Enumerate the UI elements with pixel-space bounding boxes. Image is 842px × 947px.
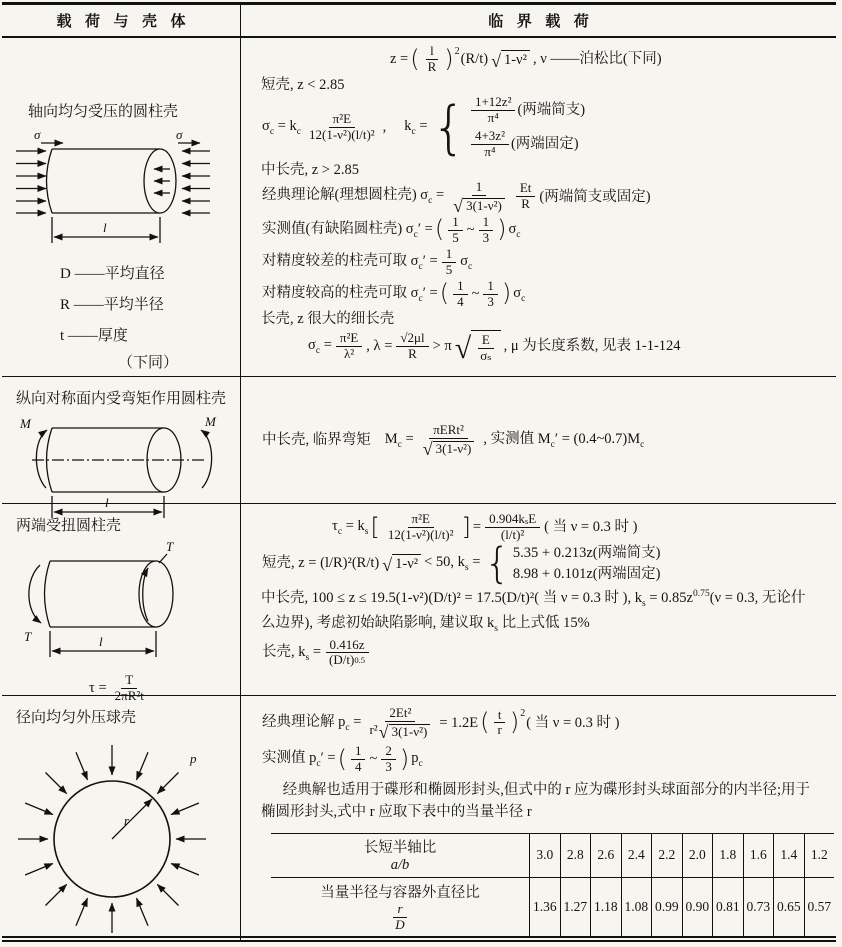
ratio-value: 2.0 bbox=[682, 834, 713, 878]
paren bbox=[501, 283, 512, 305]
formula-critical-moment: 中长壳, 临界弯矩 $M_c$ = πERt² √ 3(1-ν²) , 实测值 $M_c'$ = $(0.4\sim 0.7)M_c$ bbox=[261, 423, 645, 457]
ks-cases: { 5.35 + 0.213z(两端简支) 8.98 + 0.101z(两端固定) bbox=[483, 544, 661, 583]
fraction: $\frac{\text{π²E}}{\text{12(1-ν²)(l/t)²}}$ bbox=[309, 110, 375, 142]
header-load-and-shell: 载荷与壳体 bbox=[2, 5, 241, 36]
sigma-left-label: σ bbox=[34, 127, 41, 142]
row-torsion bbox=[2, 503, 836, 703]
table-header-row bbox=[2, 5, 836, 38]
header-critical-load: 临界载荷 bbox=[488, 14, 603, 30]
rd-value: 1.08 bbox=[621, 878, 652, 936]
ratio-value: 3.0 bbox=[529, 834, 560, 878]
cell-axial-formulas bbox=[241, 38, 836, 376]
sqrt: √ 1-ν² bbox=[490, 50, 531, 69]
brace bbox=[484, 547, 509, 581]
symbol-legend bbox=[60, 259, 240, 351]
fraction: 0.904k s E (l/t)² bbox=[484, 512, 541, 543]
ratio-value: 1.4 bbox=[773, 834, 804, 878]
rd-value: 0.65 bbox=[773, 878, 804, 936]
length-label: l bbox=[103, 220, 107, 235]
sphere-external-pressure-diagram bbox=[4, 729, 216, 941]
fraction: 1 √ 3(1-ν²) bbox=[447, 180, 511, 214]
paren bbox=[434, 219, 445, 241]
ratio-value: 2.2 bbox=[651, 834, 682, 878]
cell-torsion-shell bbox=[2, 504, 241, 703]
radical-sign bbox=[453, 197, 463, 215]
sqrt: √ 1-ν² bbox=[381, 554, 422, 573]
row1-title: 轴向均匀受压的圆柱壳 bbox=[28, 104, 179, 120]
paren bbox=[443, 49, 454, 71]
rd-value: 1.18 bbox=[590, 878, 621, 936]
radical-sign bbox=[491, 52, 501, 70]
fraction: 0.416z (D/t) 0.5 bbox=[324, 638, 370, 669]
formula-z-definition: z = ( $\frac{l}{R}$ ) $^2$ (R/t) √ 1-ν² , ν ——泊松比(下同) bbox=[389, 44, 828, 75]
formula-tau-definition: τ = $\frac{T}{\text{2πR²t}}$ bbox=[88, 673, 240, 704]
sqrt: √ 3(1-ν²) bbox=[423, 439, 475, 457]
row2-title: 纵向对称面内受弯矩作用圆柱壳 bbox=[16, 391, 227, 407]
cylinder-torsion-diagram bbox=[6, 537, 211, 667]
fraction: $\frac{\text{π²E}}{\text{12(1-ν²)(l/t)²}}$ bbox=[387, 511, 454, 542]
rd-value: 1.27 bbox=[560, 878, 591, 936]
paren bbox=[479, 712, 490, 734]
rd-header-text: 当量半径与容器外直径比 bbox=[320, 884, 480, 901]
torque-left-label: T bbox=[24, 629, 32, 644]
eq-table-header-rd bbox=[271, 878, 529, 936]
shell-critical-load-table bbox=[2, 2, 836, 942]
bracket bbox=[370, 517, 381, 539]
cell-bending-shell bbox=[2, 377, 241, 510]
length-label: l bbox=[99, 634, 103, 649]
rd-value: 0.57 bbox=[804, 878, 835, 936]
fraction: $\frac{l}{R}$ bbox=[427, 43, 437, 74]
formula-low-precision: 对精度较差的柱壳可取 $\sigma_c'$ = $\frac{1}{5}$ $\sigma_c$ bbox=[262, 245, 473, 277]
ratio-value: 2.6 bbox=[590, 834, 621, 878]
radius-label: r bbox=[124, 813, 130, 828]
moment-right-label: M bbox=[205, 414, 216, 429]
moment-left-label: M bbox=[20, 416, 31, 431]
cylinder-axial-compression-diagram bbox=[10, 127, 215, 249]
ratio-header-symbol: a/b bbox=[390, 857, 410, 874]
rd-value: 0.73 bbox=[743, 878, 774, 936]
sqrt: √ $\frac{E}{\text{σₛ}}$ bbox=[454, 330, 502, 364]
legend-thickness: t ——厚度 bbox=[60, 327, 128, 344]
formula-tau-critical: $\tau_c = k_s$ [ $\frac{\text{π²E}}{\text{12(1-ν²)(l/t)²}}$ ] = 0.904k s E (l/t)² ( 当 ν = 0.3 时 ) bbox=[331, 512, 828, 543]
ratio-value: 2.4 bbox=[621, 834, 652, 878]
rd-fraction: $\frac{r}{D}$ bbox=[395, 900, 405, 932]
cell-torsion-formulas bbox=[241, 504, 836, 695]
legend-diameter: D ——平均直径 bbox=[60, 266, 165, 282]
cell-sphere-formulas bbox=[241, 696, 842, 941]
radical-sign bbox=[455, 334, 471, 364]
condition-long-shell: 长壳, z 很大的细长壳 bbox=[261, 311, 395, 328]
row-external-pressure-sphere bbox=[2, 695, 836, 941]
formula-long-shell-ks: 长壳, $k_s$ = 0.416z (D/t) 0.5 bbox=[261, 638, 828, 669]
torque-right-label: T bbox=[166, 539, 174, 554]
legend-note: （下同） bbox=[118, 355, 179, 372]
ratio-value: 1.2 bbox=[804, 834, 835, 878]
paren bbox=[496, 219, 507, 241]
sqrt: √ 3(1-ν²) bbox=[379, 722, 431, 740]
legend-radius: R ——平均半径 bbox=[60, 296, 164, 313]
length-label: l bbox=[105, 495, 109, 510]
formula-pc-classical: 经典理论解 $p_c$ = 2Et² r² √ 3(1-ν²) = 1.2E ( $\frac{t}{r}$ ) $^2$ ( 当 ν = 0.3 时 ) bbox=[261, 706, 834, 740]
ratio-value: 1.8 bbox=[712, 834, 743, 878]
formula-high-precision: 对精度较高的柱壳可取 $\sigma_c'$ = ( $\frac{1}{4}$ ~ $\frac{1}{3}$ ) $\sigma_c$ bbox=[261, 279, 828, 310]
row3-title: 两端受扭圆柱壳 bbox=[16, 518, 122, 534]
kc-cases: { $\frac{\text{1+12z²}}{\text{π⁴}}$ (两端简支) $\frac{\text{4+3z²}}{\text{π⁴}}$ (两端固定) bbox=[431, 95, 587, 160]
note-dished-heads: 经典解也适用于碟形和椭圆形封头,但式中的 r 应为碟形封头球面部分的内半径;用于椭圆形封头,式中 r 应取下表中的当量半径 r bbox=[261, 781, 810, 821]
paren bbox=[509, 712, 520, 734]
equivalent-radius-table bbox=[271, 833, 834, 937]
formula-medium-shell-ks: 中长壳, 100 ≤ z ≤ 19.5(1-ν²)(D/t)² = 17.5(D/t)²( 当 ν = 0.3 时 ), $k_s = 0.85z^{0.75}(\nu = 0.3$, 无论什么边界), 考虑初始缺陷影响, 建议取 $k_s$ 比上式低 15% bbox=[261, 588, 806, 634]
row-axial-compression bbox=[2, 38, 836, 376]
bracket bbox=[461, 517, 472, 539]
paren bbox=[337, 749, 348, 771]
pressure-label: p bbox=[190, 751, 197, 766]
cell-axial-shell bbox=[2, 38, 241, 376]
fraction: πERt² √ 3(1-ν²) bbox=[417, 423, 481, 457]
paren bbox=[439, 283, 450, 305]
fraction: $\frac{T}{\text{2πR²t}}$ bbox=[114, 672, 144, 703]
radical-sign bbox=[382, 556, 392, 574]
condition-medium-shell: 中长壳, z > 2.85 bbox=[261, 161, 359, 178]
paren bbox=[399, 749, 410, 771]
rd-value: 0.81 bbox=[712, 878, 743, 936]
rd-value: 0.99 bbox=[651, 878, 682, 936]
eq-table-header-ratio bbox=[271, 834, 529, 878]
formula-classical-solution: 经典理论解(理想圆柱壳) $\sigma_c$ = 1 √ 3(1-ν²) $\frac{Et}{R}$ (两端简支或固定) bbox=[261, 180, 828, 214]
paren bbox=[409, 49, 420, 71]
rd-value: 1.36 bbox=[529, 878, 560, 936]
sqrt: √ 3(1-ν²) bbox=[453, 196, 505, 214]
row4-title: 径向均匀外压球壳 bbox=[16, 710, 137, 726]
rd-value: 0.90 bbox=[682, 878, 713, 936]
formula-sigma-short-shell: $\sigma_c = k_c$ $\frac{\text{π²E}}{\text{12(1-ν²)(l/t)²}}$ , $k_c$ = { $\frac{\text{1+12z²}}{\text{π⁴}}$ (两端简支) $\frac{\text{4+3z²}}{\text{π⁴}}$ (两端固定) bbox=[261, 95, 828, 160]
ratio-value: 1.6 bbox=[743, 834, 774, 878]
ratio-header-text: 长短半轴比 bbox=[363, 840, 437, 857]
formula-pc-measured: 实测值 $p_c'$ = ( $\frac{1}{4}$ ~ $\frac{2}{3}$ ) $p_c$ bbox=[261, 744, 834, 775]
row-bending-moment bbox=[2, 376, 836, 510]
formula-short-shell-ks: 短壳, z = (l/R)²(R/t) √ 1-ν² < 50, $k_s$ = { 5.35 + 0.213z(两端简支) 8.98 + 0.101z(两端固定) bbox=[261, 544, 828, 583]
radical-sign bbox=[379, 723, 389, 741]
fraction: $\frac{Et}{R}$ bbox=[515, 181, 537, 212]
ratio-value: 2.8 bbox=[560, 834, 591, 878]
fraction: 2Et² r² √ 3(1-ν²) bbox=[364, 706, 436, 740]
cell-bending-formula bbox=[241, 377, 836, 503]
formula-measured-value: 实测值(有缺陷圆柱壳) $\sigma_c'$ = ( $\frac{1}{5}$ ~ $\frac{1}{3}$ ) $\sigma_c$ bbox=[261, 215, 828, 246]
cell-sphere-shell bbox=[2, 696, 241, 941]
formula-long-shell: $\sigma_c$ = $\frac{\text{π²E}}{\text{λ²}}$ , λ = $\frac{√2\mu l}{R}$ > π √ $\frac{E}{\text{σₛ}}$ , μ 为长度系数, 见表 1-1-124 bbox=[307, 330, 828, 364]
brace bbox=[432, 105, 466, 150]
condition-short-shell: 短壳, z < 2.85 bbox=[261, 76, 345, 93]
radical-sign bbox=[423, 440, 433, 458]
sigma-right-label: σ bbox=[176, 127, 183, 142]
